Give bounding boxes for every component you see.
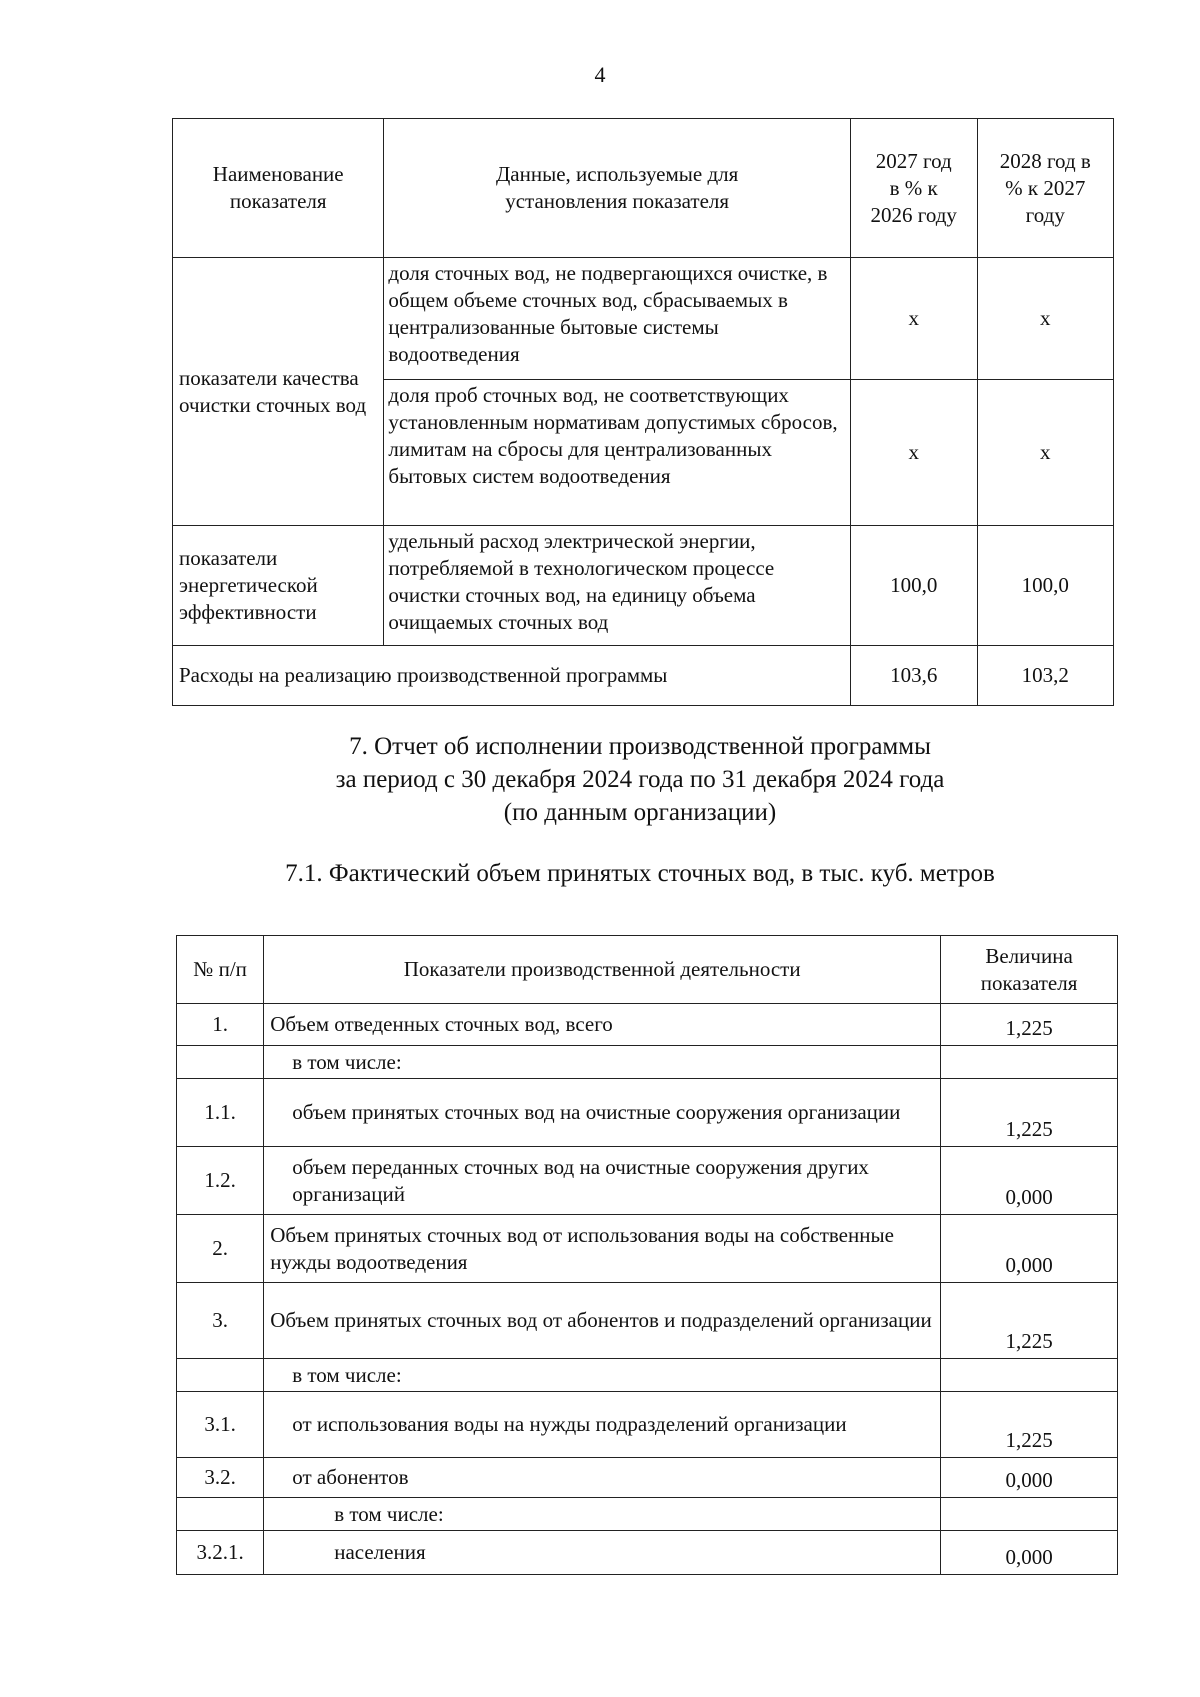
section-7-1-heading: 7.1. Фактический объем принятых сточных вод, в тыс. куб. метров	[285, 860, 995, 887]
row-number	[177, 1498, 264, 1531]
row-value: 0,000	[941, 1215, 1118, 1283]
row-number: 3.1.	[177, 1392, 264, 1458]
row-number: 3.2.	[177, 1458, 264, 1498]
quality-row2-data: доля проб сточных вод, не соответствующих установленным нормативам допустимых сбросов, лимитам на сбросы для централизованных бытовых систем водоотведения	[384, 380, 850, 526]
quality-row1-2027: x	[850, 258, 977, 380]
header-indicator: Показатели производственной деятельности	[264, 936, 941, 1004]
header-value: Величина показателя	[941, 936, 1118, 1004]
table-row	[177, 1359, 1118, 1392]
row-indicator: от использования воды на нужды подразделений организации	[264, 1392, 941, 1458]
row-number: 3.2.1.	[177, 1531, 264, 1575]
expenses-label: Расходы на реализацию производственной программы	[173, 646, 851, 706]
row-value: 0,000	[941, 1147, 1118, 1215]
energy-data: удельный расход электрической энергии, потребляемой в технологическом процессе очистки сточных вод, на единицу объема очищаемых сточных вод	[384, 526, 850, 646]
header-data: Данные, используемые для установления показателя	[384, 119, 850, 258]
row-indicator: Объем принятых сточных вод от абонентов и подразделений организации	[264, 1283, 941, 1359]
header-2027: 2027 год в % к 2026 году	[850, 119, 977, 258]
row-indicator: от абонентов	[264, 1458, 941, 1498]
table-row	[177, 1004, 1118, 1046]
targets-table	[172, 118, 1114, 706]
row-number	[177, 1046, 264, 1079]
row-indicator: в том числе:	[264, 1498, 941, 1531]
section-7-line1: 7. Отчет об исполнении производственной программы	[349, 733, 931, 760]
row-value: 1,225	[941, 1283, 1118, 1359]
row-indicator: Объем отведенных сточных вод, всего	[264, 1004, 941, 1046]
header-2028: 2028 год в % к 2027 году	[977, 119, 1113, 258]
row-number: 1.1.	[177, 1079, 264, 1147]
quality-group-label: показатели качества очистки сточных вод	[173, 258, 384, 526]
header-num: № п/п	[177, 936, 264, 1004]
table-row	[173, 526, 1114, 646]
energy-2028: 100,0	[977, 526, 1113, 646]
energy-group-label: показатели энергетической эффективности	[173, 526, 384, 646]
row-value: 1,225	[941, 1392, 1118, 1458]
row-indicator: объем принятых сточных вод на очистные сооружения организации	[264, 1079, 941, 1147]
table-header-row	[177, 936, 1118, 1004]
row-value: 1,225	[941, 1004, 1118, 1046]
table-body	[177, 1004, 1118, 1575]
table-row	[177, 1046, 1118, 1079]
header-indicator-name: Наименование показателя	[173, 119, 384, 258]
wastewater-volume-table	[176, 935, 1118, 1575]
row-value: 0,000	[941, 1458, 1118, 1498]
section-7-line3: (по данным организации)	[503, 799, 777, 826]
table-row	[177, 1498, 1118, 1531]
expenses-2028: 103,2	[977, 646, 1113, 706]
row-value	[941, 1046, 1118, 1079]
table-row	[177, 1458, 1118, 1498]
quality-row1-data: доля сточных вод, не подвергающихся очистке, в общем объеме сточных вод, сбрасываемых в централизованные бытовые системы водоотведения	[384, 258, 850, 380]
row-indicator: Объем принятых сточных вод от использования воды на собственные нужды водоотведения	[264, 1215, 941, 1283]
row-value	[941, 1359, 1118, 1392]
row-indicator: населения	[264, 1531, 941, 1575]
quality-row1-2028: x	[977, 258, 1113, 380]
quality-row2-2028: x	[977, 380, 1113, 526]
table-row	[177, 1147, 1118, 1215]
expenses-2027: 103,6	[850, 646, 977, 706]
page-number: 4	[594, 62, 606, 87]
table-row	[177, 1531, 1118, 1575]
table-row	[177, 1079, 1118, 1147]
section-7-line2: за период с 30 декабря 2024 года по 31 декабря 2024 года	[335, 766, 945, 793]
section-7-heading	[40, 730, 1200, 829]
row-indicator: объем переданных сточных вод на очистные сооружения других организаций	[264, 1147, 941, 1215]
row-value: 1,225	[941, 1079, 1118, 1147]
table-row	[177, 1215, 1118, 1283]
row-value: 0,000	[941, 1531, 1118, 1575]
quality-row2-2027: x	[850, 380, 977, 526]
table-row	[173, 258, 1114, 380]
row-number: 3.	[177, 1283, 264, 1359]
row-indicator: в том числе:	[264, 1359, 941, 1392]
row-value	[941, 1498, 1118, 1531]
table-header-row	[173, 119, 1114, 258]
table-row	[177, 1392, 1118, 1458]
row-number	[177, 1359, 264, 1392]
row-indicator: в том числе:	[264, 1046, 941, 1079]
row-number: 2.	[177, 1215, 264, 1283]
table-row	[173, 646, 1114, 706]
row-number: 1.2.	[177, 1147, 264, 1215]
table-row	[177, 1283, 1118, 1359]
row-number: 1.	[177, 1004, 264, 1046]
energy-2027: 100,0	[850, 526, 977, 646]
